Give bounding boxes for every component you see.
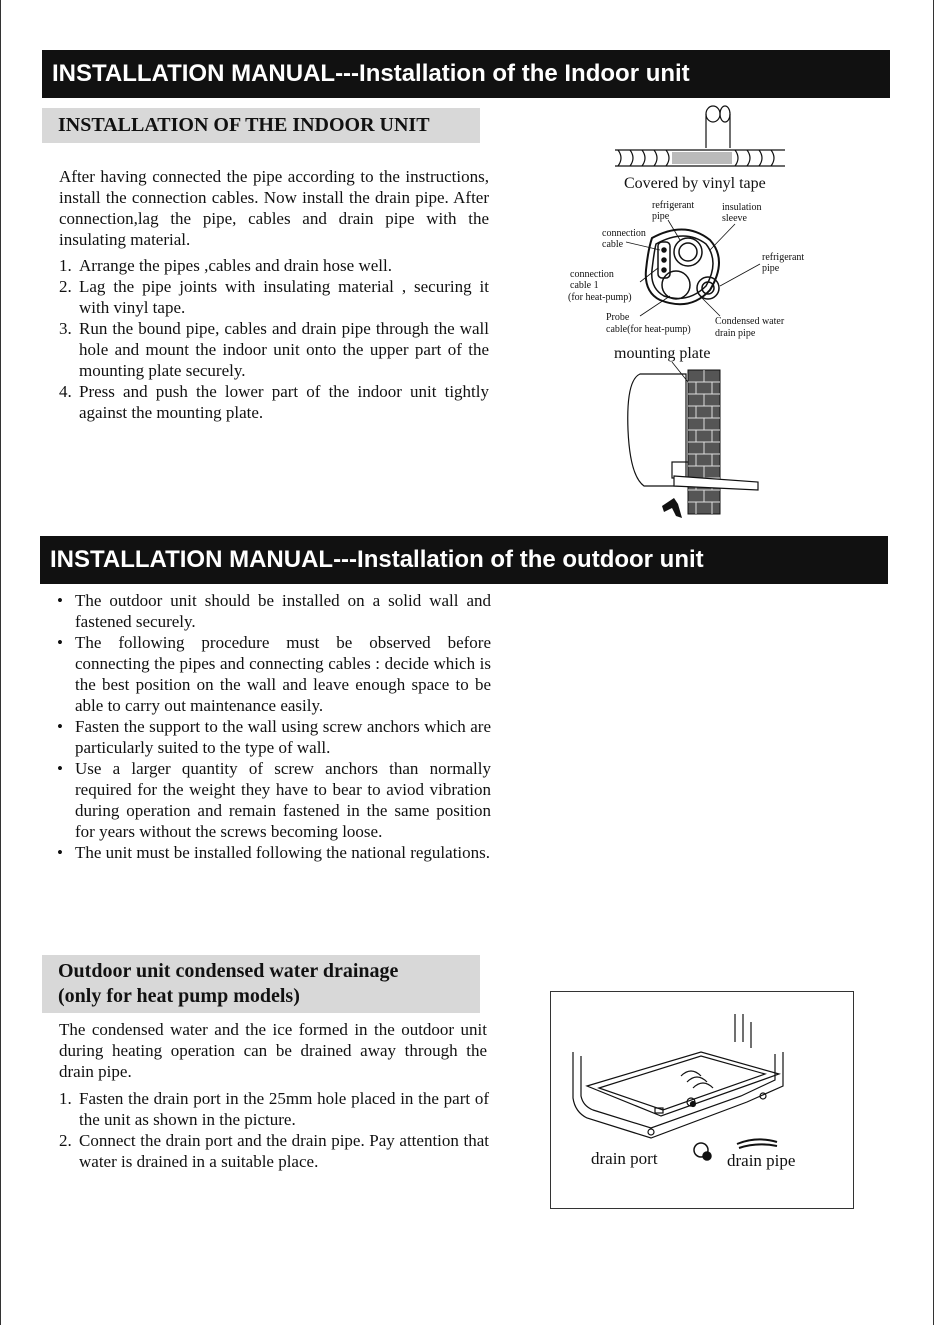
drainage-step: 1. Fasten the drain port in the 25mm hole placed in the part of the unit as shown in the picture. xyxy=(59,1089,489,1129)
mounting-plate-label: mounting plate xyxy=(614,345,711,362)
outdoor-bullets xyxy=(55,590,491,863)
indoor-step: 1. Arrange the pipes ,cables and drain hose well. xyxy=(59,256,392,275)
outdoor-bullet: • The unit must be installed following the national regulations. xyxy=(57,843,491,862)
pipe-cross-section xyxy=(626,220,760,316)
indoor-step: 3. Run the bound pipe, cables and drain pipe through the wall hole and mount the indoor unit onto the upper part of the mounting plate securely. xyxy=(59,319,489,380)
connection-cable-1-label: connection xyxy=(570,269,614,280)
connection-cable-label: cable xyxy=(602,239,624,250)
indoor-banner: INSTALLATION MANUAL---Installation of the Indoor unit xyxy=(42,50,890,98)
condensed-water-label: drain pipe xyxy=(715,328,756,339)
connection-cable-label: connection xyxy=(602,228,646,239)
indoor-unit-side xyxy=(628,362,688,486)
covered-label: Covered by vinyl tape xyxy=(624,175,766,192)
drainage-subhead-line: Outdoor unit condensed water drainage xyxy=(58,960,399,982)
indoor-subhead: INSTALLATION OF THE INDOOR UNIT xyxy=(42,108,480,143)
drainage-intro: The condensed water and the ice formed in the outdoor unit during heating operation can be drained away through the drain pipe. xyxy=(59,1020,487,1081)
indoor-step: 2. Lag the pipe joints with insulating material , securing it with vinyl tape. xyxy=(59,277,489,317)
outdoor-unit-base xyxy=(573,1014,783,1138)
pipe-bundle-figure xyxy=(560,100,820,360)
brick-wall xyxy=(688,370,720,514)
indoor-steps xyxy=(59,255,489,423)
condensed-water-label: Condensed water xyxy=(715,316,785,327)
vinyl-tape-illustration xyxy=(615,106,785,166)
mounting-plate-figure xyxy=(612,340,772,530)
indoor-step: 4. Press and push the lower part of the indoor unit tightly against the mounting plate. xyxy=(59,382,489,422)
outdoor-banner: INSTALLATION MANUAL---Installation of the outdoor unit xyxy=(40,536,888,584)
push-arrow-icon xyxy=(662,498,682,518)
drain-port-label: drain port xyxy=(591,1149,658,1168)
drainage-step: 2. Connect the drain port and the drain pipe. Pay attention that water is drained in a suitable place. xyxy=(59,1131,489,1171)
outdoor-bullet: • The following procedure must be observed before connecting the pipes and connecting cables : decide which is the best position on the wall and leave enough space to be able to carry out maintenance easily. xyxy=(57,633,491,715)
outdoor-bullet: • The outdoor unit should be installed on a solid wall and fastened securely. xyxy=(57,591,491,631)
indoor-intro: After having connected the pipe according to the instructions, install the connection cables. Now install the drain pipe. After connection,lag the pipe, cables and drain pipe with the insulating material. xyxy=(59,167,489,249)
refrigerant-pipe-label: refrigerant xyxy=(652,200,695,211)
drain-pipe-icon xyxy=(737,1139,777,1148)
probe-cable-label: Probe xyxy=(606,312,630,323)
refrigerant-pipe-label: pipe xyxy=(652,211,670,222)
drainage-subhead xyxy=(42,955,480,1013)
probe-cable-label: cable(for heat-pump) xyxy=(606,324,691,335)
connection-cable-1-label: cable 1 xyxy=(570,280,599,291)
outdoor-bullet: • Fasten the support to the wall using screw anchors which are particularly suited to the type of wall. xyxy=(57,717,491,757)
drainage-steps xyxy=(59,1088,489,1172)
connection-cable-1-label: (for heat-pump) xyxy=(568,292,632,303)
drain-pipe-label: drain pipe xyxy=(727,1151,796,1170)
drain-figure-box xyxy=(550,991,854,1209)
refrigerant-pipe-right-label: refrigerant xyxy=(762,252,805,263)
outdoor-bullet: • Use a larger quantity of screw anchors than normally required for the weight they have to bear to aviod vibration during operation and remain fastened in the same position for years without the screws becoming loose. xyxy=(57,759,491,841)
refrigerant-pipe-right-label: pipe xyxy=(762,263,780,274)
insulation-label: insulation xyxy=(722,202,762,213)
insulation-label: sleeve xyxy=(722,213,747,224)
drainage-subhead-line: (only for heat pump models) xyxy=(58,985,300,1007)
drain-port-icon xyxy=(694,1143,711,1160)
drain-figure xyxy=(551,992,853,1208)
